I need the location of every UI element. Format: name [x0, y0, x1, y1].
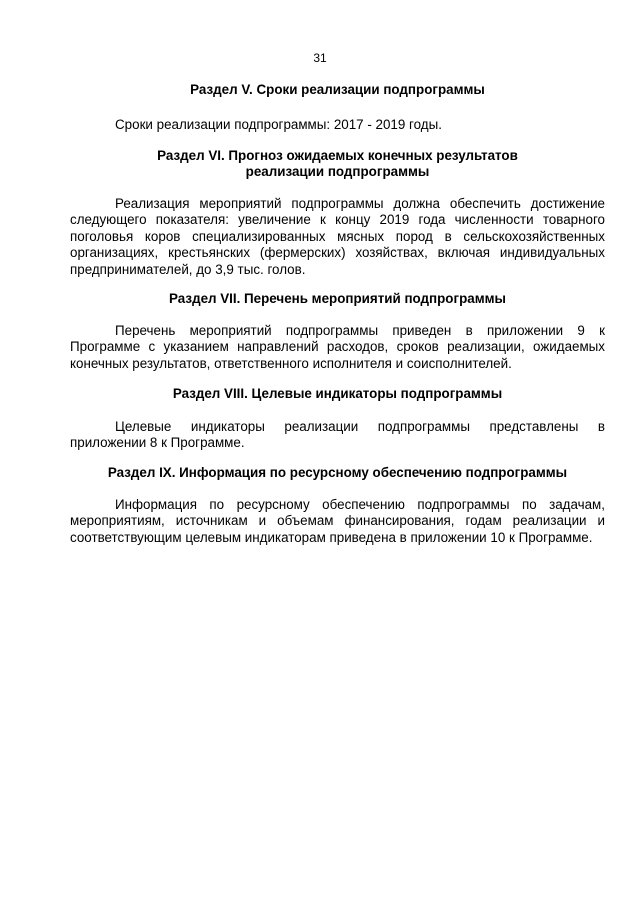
- section-7-heading: Раздел VII. Перечень мероприятий подпрограммы: [169, 291, 506, 306]
- section-9-body: Информация по ресурсному обеспечению подпрограммы по задачам, мероприятиям, источникам и объемам финансирования, годам реализации и соответствующим целевым индикаторам приведена в приложении 10 к Программе.: [70, 497, 605, 545]
- section-6-heading-line-1: Раздел VI. Прогноз ожидаемых конечных результатов: [157, 148, 518, 163]
- page-number: 31: [313, 51, 327, 65]
- section-6-body: Реализация мероприятий подпрограммы должна обеспечить достижение следующего показателя: увеличение к концу 2019 года численности товарного поголовья коров специализированных мясных пород в сельскохозяйственных организациях, крестьянских (фермерских) хозяйствах, включая индивидуальных предпринимателей, до 3,9 тыс. голов.: [70, 196, 605, 277]
- section-5-body: Сроки реализации подпрограммы: 2017 - 2019 годы.: [115, 117, 442, 132]
- section-8-heading: Раздел VIII. Целевые индикаторы подпрограммы: [172, 386, 503, 401]
- section-5-heading: Раздел V. Сроки реализации подпрограммы: [190, 82, 485, 97]
- section-7-body: Перечень мероприятий подпрограммы приведен в приложении 9 к Программе с указанием направлений расходов, сроков реализации, ожидаемых конечных результатов, ответственного исполнителя и соисполнителей.: [70, 323, 605, 371]
- section-9-heading: Раздел IX. Информация по ресурсному обеспечению подпрограммы: [107, 465, 568, 480]
- section-8-body: Целевые индикаторы реализации подпрограммы представлены в приложении 8 к Программе.: [70, 419, 605, 451]
- section-6-heading: [70, 148, 605, 180]
- section-6-heading-line-2: реализации подпрограммы: [245, 164, 430, 179]
